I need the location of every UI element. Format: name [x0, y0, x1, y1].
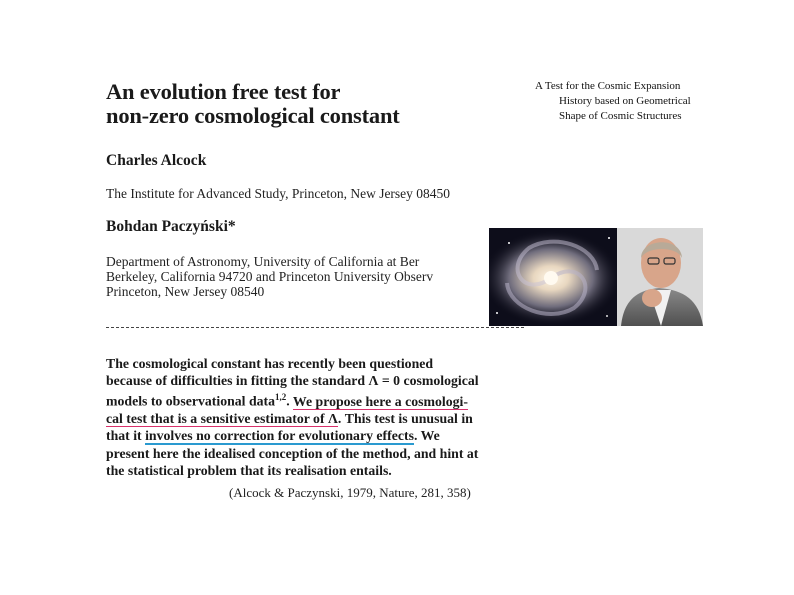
slide-note: [535, 79, 725, 124]
reference-superscript: 1,2: [275, 392, 287, 403]
affiliation-line: Princeton, New Jersey 08540: [106, 284, 265, 299]
highlighted-phrase: cal test that is a sensitive estimator of Λ: [106, 411, 338, 427]
abstract-line: the statistical problem that its realisation entails.: [106, 462, 392, 478]
photo-image: [489, 228, 703, 326]
author-affiliation: [106, 254, 433, 299]
affiliation-line: Berkeley, California 94720 and Princeton University Observ: [106, 269, 434, 284]
abstract-text: . We: [413, 428, 440, 444]
portrait-image: [617, 228, 703, 326]
affiliation-line: Department of Astronomy, University of California at Ber: [106, 254, 420, 269]
abstract-text: . This test is unusual in: [337, 411, 473, 427]
abstract-line: because of difficulties in fitting the standard Λ = 0 cosmological: [106, 373, 479, 389]
abstract-line: present here the idealised conception of the method, and hint at: [106, 445, 479, 461]
highlighted-phrase: We propose here a cosmologi-: [292, 394, 468, 409]
title-line: non-zero cosmological constant: [106, 103, 400, 128]
abstract-line: [106, 389, 526, 410]
highlighted-phrase: involves no correction for evolutionary effects: [145, 428, 414, 444]
abstract-text: .: [286, 394, 293, 409]
abstract-text: that it: [106, 428, 146, 444]
author-affiliation: The Institute for Advanced Study, Princeton, New Jersey 08450: [106, 186, 451, 201]
paper-scan: [100, 72, 530, 487]
abstract-line: [106, 410, 526, 427]
author-name: Charles Alcock: [106, 152, 207, 169]
divider: [106, 327, 524, 328]
paper-title: [106, 80, 400, 128]
note-line: Shape of Cosmic Structures: [559, 110, 682, 122]
note-line: A Test for the Cosmic Expansion: [535, 80, 681, 92]
abstract-line: The cosmological constant has recently been questioned: [106, 356, 434, 371]
note-line: History based on Geometrical: [559, 95, 691, 107]
abstract: [106, 355, 526, 479]
galaxy-portrait-photo: [489, 228, 703, 326]
abstract-text: models to observational data: [106, 394, 276, 409]
author-name: Bohdan Paczyński*: [106, 218, 236, 235]
title-line: An evolution free test for: [106, 79, 341, 104]
abstract-line: [106, 427, 526, 444]
citation: (Alcock & Paczynski, 1979, Nature, 281, 358): [229, 485, 471, 500]
